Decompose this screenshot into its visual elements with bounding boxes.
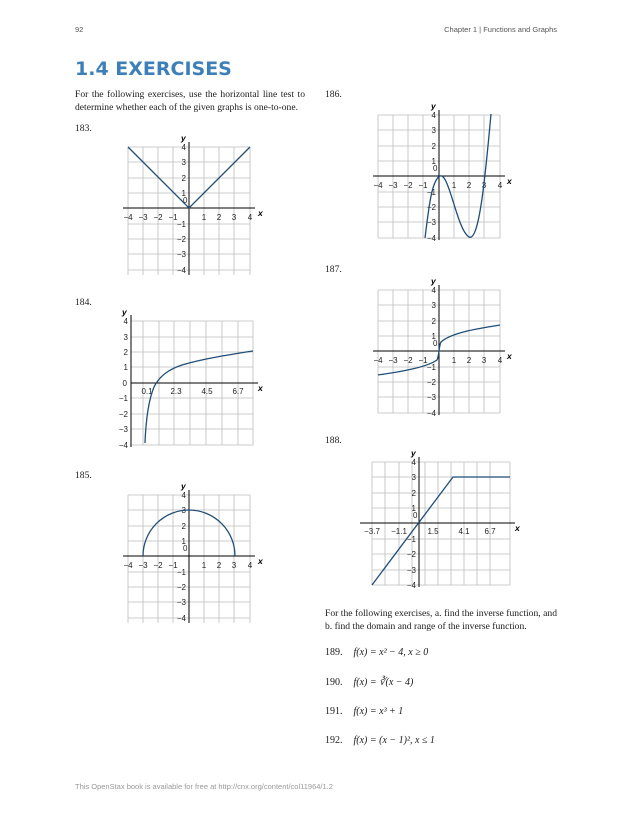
- x-axis-label: x: [507, 176, 512, 186]
- problem-190: [325, 677, 413, 688]
- y-tick-4: 4: [123, 317, 128, 326]
- x-tick-4: 4: [247, 561, 253, 570]
- x-axis-label: x: [507, 351, 512, 361]
- y-tick-2: 2: [123, 348, 128, 357]
- y-tick-4: 4: [431, 111, 436, 120]
- y-axis-label: y: [411, 448, 416, 458]
- x-tick-2: 2: [216, 561, 222, 570]
- y-axis-label: y: [181, 481, 186, 491]
- y-tick-neg2: −2: [176, 583, 186, 592]
- graph-186: [365, 100, 515, 250]
- y-tick-2: 2: [181, 522, 186, 531]
- x-tick-neg3: −3: [138, 561, 148, 570]
- y-tick-neg4: −4: [406, 581, 416, 590]
- y-tick-neg4: −4: [176, 614, 186, 623]
- x-tick-4.5: 4.5: [201, 387, 213, 396]
- x-tick-3: 3: [481, 181, 487, 190]
- y-tick-neg3: −3: [118, 425, 128, 434]
- graph-183: [115, 132, 265, 282]
- y-tick-neg3: −3: [406, 566, 416, 575]
- x-tick-neg1: −1: [168, 561, 178, 570]
- origin-label: 0: [433, 339, 438, 348]
- y-tick-2: 2: [431, 142, 436, 151]
- origin-label: 0: [413, 511, 418, 520]
- problem-expression: f(x) = (x − 1)², x ≤ 1: [353, 735, 435, 746]
- intro-text-2: For the following exercises, a. find the inverse function, and b. find the domain and range of the inverse function.: [325, 608, 557, 632]
- x-tick-neg4: −4: [123, 561, 133, 570]
- x-axis-label: x: [258, 208, 263, 218]
- x-axis-label: x: [515, 523, 520, 533]
- y-tick-neg3: −3: [426, 393, 436, 402]
- x-tick-1: 1: [201, 213, 207, 222]
- problem-expression: f(x) = x³ + 1: [353, 706, 404, 717]
- graph-187: [365, 275, 515, 425]
- origin-label: 0: [183, 544, 188, 553]
- graph-185: [115, 480, 265, 630]
- y-tick-neg4: −4: [426, 409, 436, 418]
- origin-label: 0: [122, 379, 127, 388]
- problem-number: 189.: [325, 647, 343, 658]
- y-tick-neg1: −1: [406, 535, 416, 544]
- x-tick-3: 3: [231, 561, 237, 570]
- x-tick-6.7: 6.7: [484, 527, 496, 536]
- y-axis-label: y: [431, 276, 436, 286]
- y-tick-2: 2: [181, 174, 186, 183]
- exercise-188-number: 188.: [325, 435, 342, 446]
- exercise-184-number: 184.: [75, 297, 92, 308]
- exercise-186-number: 186.: [325, 89, 342, 100]
- y-tick-neg2: −2: [426, 378, 436, 387]
- y-tick-1: 1: [123, 363, 128, 372]
- problem-expression: f(x) = ∛(x − 4): [353, 677, 414, 688]
- y-axis-label: y: [122, 307, 127, 317]
- y-tick-4: 4: [431, 286, 436, 295]
- y-tick-neg2: −2: [118, 410, 128, 419]
- x-tick-3: 3: [481, 356, 487, 365]
- page-number: 92: [75, 25, 84, 34]
- footer-text: This OpenStax book is available for free at http://cnx.org/content/col11964/1.2: [75, 782, 333, 791]
- y-tick-1: 1: [411, 504, 416, 513]
- y-tick-neg2: −2: [176, 235, 186, 244]
- exercise-187-number: 187.: [325, 264, 342, 275]
- problem-189: [325, 647, 428, 658]
- y-tick-3: 3: [181, 506, 186, 515]
- problem-191: [325, 706, 403, 717]
- y-tick-neg1: −1: [118, 394, 128, 403]
- y-tick-neg3: −3: [426, 218, 436, 227]
- y-tick-3: 3: [123, 333, 128, 342]
- x-tick-1: 1: [451, 181, 457, 190]
- y-tick-1: 1: [431, 157, 436, 166]
- x-tick-neg1: −1: [168, 213, 178, 222]
- origin-label: 0: [183, 196, 188, 205]
- x-tick-4.1: 4.1: [458, 527, 470, 536]
- x-tick-neg1: −1: [418, 181, 428, 190]
- y-tick-neg1: −1: [426, 188, 436, 197]
- x-tick-2: 2: [466, 181, 472, 190]
- x-tick-1: 1: [451, 356, 457, 365]
- problem-expression: f(x) = x² − 4, x ≥ 0: [353, 647, 429, 658]
- y-tick-neg4: −4: [118, 441, 128, 450]
- y-tick-neg2: −2: [406, 550, 416, 559]
- x-axis-label: x: [258, 383, 263, 393]
- intro-text-1: For the following exercises, use the horizontal line test to determine whether each of the given graphs is one-to-one.: [75, 89, 305, 113]
- y-tick-4: 4: [181, 143, 186, 152]
- y-tick-4: 4: [181, 491, 186, 500]
- exercise-183-number: 183.: [75, 123, 92, 134]
- problem-192: [325, 735, 435, 746]
- y-axis-label: y: [181, 133, 186, 143]
- x-axis-label: x: [258, 556, 263, 566]
- graph-188: [355, 445, 525, 595]
- exercise-185-number: 185.: [75, 470, 92, 481]
- y-tick-2: 2: [411, 489, 416, 498]
- x-tick-neg3: −3: [388, 181, 398, 190]
- y-tick-neg1: −1: [176, 568, 186, 577]
- x-tick-4: 4: [247, 213, 253, 222]
- x-tick-1.5: 1.5: [427, 527, 439, 536]
- section-title: 1.4 EXERCISES: [75, 58, 232, 80]
- y-axis-label: y: [431, 101, 436, 111]
- x-tick-6.7: 6.7: [232, 387, 244, 396]
- x-tick-neg3.7: −3.7: [364, 527, 380, 536]
- x-tick-neg3: −3: [388, 356, 398, 365]
- y-tick-3: 3: [181, 158, 186, 167]
- x-tick-4: 4: [497, 181, 503, 190]
- problem-number: 191.: [325, 706, 343, 717]
- chapter-header: Chapter 1 | Functions and Graphs: [444, 25, 557, 34]
- x-tick-1: 1: [201, 561, 207, 570]
- problem-number: 190.: [325, 677, 343, 688]
- problem-number: 192.: [325, 735, 343, 746]
- x-tick-neg2: −2: [403, 356, 413, 365]
- y-tick-2: 2: [431, 317, 436, 326]
- x-tick-neg4: −4: [123, 213, 133, 222]
- y-tick-3: 3: [411, 473, 416, 482]
- y-tick-1: 1: [431, 332, 436, 341]
- x-tick-neg2: −2: [153, 561, 163, 570]
- y-tick-neg1: −1: [426, 363, 436, 372]
- x-tick-neg2: −2: [153, 213, 163, 222]
- y-tick-neg4: −4: [176, 266, 186, 275]
- y-tick-1: 1: [181, 537, 186, 546]
- y-tick-3: 3: [431, 301, 436, 310]
- x-tick-0.1: 0.1: [141, 387, 153, 396]
- x-tick-neg2: −2: [403, 181, 413, 190]
- y-tick-3: 3: [431, 126, 436, 135]
- x-tick-neg1: −1: [418, 356, 428, 365]
- x-tick-2: 2: [466, 356, 472, 365]
- y-tick-neg4: −4: [426, 234, 436, 243]
- x-tick-neg4: −4: [373, 181, 383, 190]
- y-tick-neg3: −3: [176, 250, 186, 259]
- graph-184: [112, 307, 272, 457]
- x-tick-neg4: −4: [373, 356, 383, 365]
- x-tick-3: 3: [231, 213, 237, 222]
- y-tick-neg3: −3: [176, 598, 186, 607]
- y-tick-neg2: −2: [426, 203, 436, 212]
- y-tick-1: 1: [181, 189, 186, 198]
- x-tick-neg1.1: −1.1: [391, 527, 407, 536]
- origin-label: 0: [433, 164, 438, 173]
- y-tick-4: 4: [411, 458, 416, 467]
- x-tick-neg3: −3: [138, 213, 148, 222]
- x-tick-2.3: 2.3: [170, 387, 182, 396]
- y-tick-neg1: −1: [176, 220, 186, 229]
- x-tick-4: 4: [497, 356, 503, 365]
- x-tick-2: 2: [216, 213, 222, 222]
